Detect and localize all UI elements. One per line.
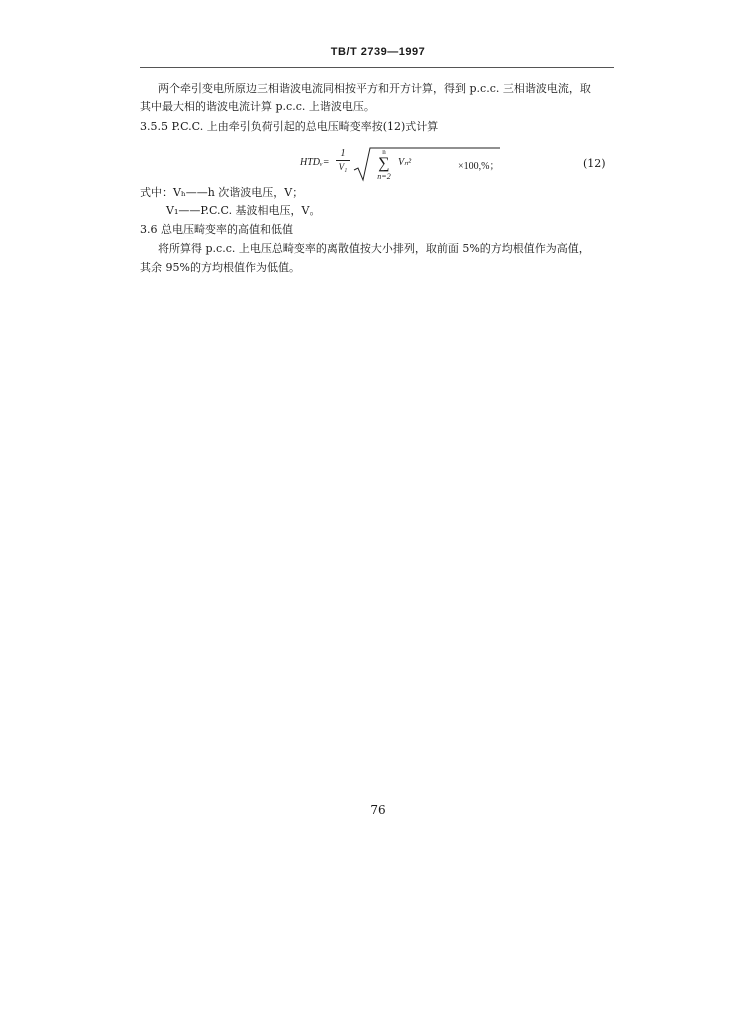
formula-fraction: [336, 148, 350, 173]
paragraph-line: 其余 95%的方均根值作为低值。: [140, 261, 300, 274]
summation: [374, 148, 394, 181]
sum-lower-limit: n=2: [377, 172, 391, 181]
where-clause: 式中：Vₕ——h 次谐波电压，V；: [140, 186, 304, 199]
formula-lhs: HTDᵥ=: [300, 157, 330, 168]
sum-upper-limit: n: [382, 148, 386, 156]
fraction-denominator: V₁: [338, 162, 348, 172]
section-heading: 3.6 总电压畸变率的高值和低值: [140, 223, 293, 236]
standard-code-header: TB/T 2739—1997: [330, 46, 426, 58]
header-rule: [140, 67, 614, 68]
fraction-numerator: 1: [336, 148, 350, 161]
paragraph-line: 两个牵引变电所原边三相谐波电流同相按平方和开方计算，得到 p.c.c. 三相谐波电流，取: [158, 82, 591, 95]
formula-htd: [300, 146, 500, 186]
where-clause: V₁——P.C.C. 基波相电压，V。: [166, 204, 321, 217]
formula-tail: ×100,%；: [458, 161, 500, 172]
sum-term: Vₙ²: [398, 157, 412, 168]
equation-number: (12): [583, 157, 606, 170]
page-number: 76: [370, 803, 386, 817]
section-heading: 3.5.5 P.C.C. 上由牵引负荷引起的总电压畸变率按(12)式计算: [140, 120, 439, 133]
square-root: [352, 146, 442, 182]
sigma-icon: ∑: [378, 155, 390, 172]
paragraph-line: 将所算得 p.c.c. 上电压总畸变率的离散值按大小排列，取前面 5%的方均根值作为高值，: [158, 242, 590, 255]
paragraph-line: 其中最大相的谐波电流计算 p.c.c. 上谐波电压。: [140, 100, 375, 113]
